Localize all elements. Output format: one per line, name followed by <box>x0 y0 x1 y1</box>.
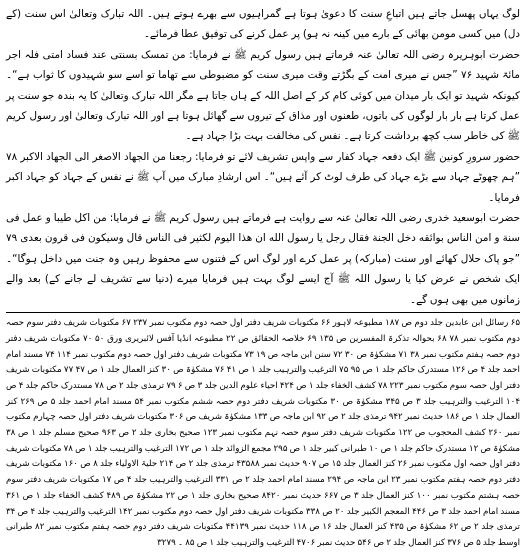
footnote-references: ۶۵ رسائل ابن عابدین جلد دوم ص ۱۸۷ مطبوعہ لاہور ۶۶ مکتوبات شریف دفتر اول حصہ دوم مکتوب نمبر ۲۳۷ ۶۷ مکتوبات شریف دفتر سوم حصہ دوم مکتوب نمبر ۷۸ ۶۸ بحوالہ تذکرۃ المفسرین ص ۱۳۵ ۶۹ خلاصہ الحقائق ص ۲۲ مطبوعہ انڈیا آفس لائبریری ورق ۵۰ ۷۰ مکتوبات شریف دفتر دوم حصہ ہفتم مکتوب نمبر ۳۸ ۷۱ مشکوٰۃ ص ۳۰ ۷۲ سنن ابن ماجہ ص ۱۹ ۷۳ مکتوبات شریف دفتر اول حصہ دوم مکتوب نمبر ۱۱۴ ۷۴ مسند امام احمد جلد ۴ ص ۱۲۶ مستدرک حاکم جلد ۱ ص ۹۵ ۷۵ الترغیب والترہیب جلد ۱ ص ۴۱ ۷۶ مشکوٰۃ ص ۳۰ کنز العمال جلد ۱ ص ۴۷ ۷۷ مکتوبات شریف دفتر اول حصہ سوم مکتوب نمبر ۲۲۳ ۷۸ کشف الخفاء جلد ۱ ص ۴۲۴ احیاء علوم الدین جلد ۳ ص ۶ ۷۹ ترمذی جلد ۲ ص ۷۸ مستدرک حاکم جلد ۴ ص ۱۰۴ الترغیب والترہیب جلد ۳ ص ۳۴۵ مشکوٰۃ ص ۳۰ مکتوبات شریف دفتر دوم حصہ ششم مکتوب نمبر ۵۴ مسند امام احمد جلد ۵ ص ۲۶۹ کنز العمال جلد ۱ ص ۱۸۶ حدیث نمبر ۹۴۲ ترمذی جلد ۲ ص ۹۲ ابن ماجہ ص ۱۳۳ مشکوٰۃ شریف ص ۳۰۶ مکتوبات شریف دفتر اول حصہ چہارم مکتوب نمبر ۲۶۰ کشف المحجوب ص ۱۲۲ مکتوبات شریف دفتر سوم حصہ نہم مکتوب نمبر ۱۲۳ صحیح بخاری جلد ۲ ص ۹۶۳ صحیح مسلم جلد ۱ ص ۳۸ مشکوٰۃ ص ۱۲ مستدرک حاکم جلد ۱ ص ۱۰ طبرانی کبیر جلد ۱ ص ۲۹۵ مجمع الزوائد جلد ۱ ص ۱۷۲ الترغیب والترہیب جلد ۱ ص ۷۸ مکتوبات شریف دفتر اول حصہ اول مکتوب نمبر ۲۶ کنز العمال جلد ۱۵ ص ۹۰۷ حدیث نمبر ۴۳۵۸۸ ترمذی جلد ۲ ص ۲۱۴ حلیۃ الاولیاء جلد ۸ ص ۱۶۰ مکتوبات شریف دفتر دوم حصہ ہفتم مکتوب نمبر ۲۳ ابن ماجہ ص ۲۹۴ مسند امام احمد جلد ۲ ص ۳۳۱ الترغیب والترہیب جلد ۴ ص ۱۷ مکتوبات شریف دفتر سوم حصہ ہشتم مکتوب نمبر ۱۰۰ کنز العمال جلد ۳ ص ۶۶۷ حدیث نمبر ۸۴۲۰ صحیح بخاری جلد ۱ ص ۲۲ مشکوٰۃ ص ۴۸۹ کشف الخفاء جلد ۱ ص ۳۶۱ مسند امام احمد جلد ۳ ص ۴۴۶ المعجم الکبیر جلد ۲۰ ص ۳۳۸ مکتوبات شریف دفتر اول حصہ دوم مکتوب نمبر ۱۴۲ الترغیب والترہیب جلد ۴ ص ۳۴ ترمذی جلد ۲ ص ۶۲ مشکوٰۃ ص ۴۳۵ کنز العمال جلد ۱۶ ص ۱۱۸ حدیث نمبر ۴۴۱۳۹ مکتوبات شریف دفتر دوم حصہ ہفتم مکتوب نمبر ۸۲ طبرانی اوسط جلد ۵ ص ۳۷۶ کنز العمال جلد ۲ ص ۵۴۶ حدیث نمبر ۴۷۰۶ الترغیب والترہیب جلد ۱ ص ۸۵ ۔ ۳۲۷۹ <box>6 318 521 548</box>
paragraph-hadith-abu-hurairah: حضرت ابوہریرہ رضی اللہ تعالیٰ عنہ فرماتے ہیں رسول کریم ﷺ نے فرمایا: من تمسک بسنتی عند فساد امتی فلہ اجر مائۃ شہید ۷۶ ”جس نے میری امت کے بگڑتے وقت میری سنت کو مضبوطی سے تھاما تو اسے سو شہیدوں کا ثواب ہے“۔ کیونکہ شہید تو ایک بار میدان میں کوئی کام کر کے اصل اللہ کے ہاں جاتا ہے مگر اللہ تبارک وتعالیٰ کا یہ بندہ جو سنت پر عمل کرتا ہے بار بار لوگوں کی باتوں، طعنوں اور مذاق کے تیروں سے گھائل ہوتا ہے اور اللہ تبارک وتعالیٰ اور رسول کریم ﷺ کی خاطر سب کچھ برداشت کرتا ہے۔ نفس کی مخالفت بہت بڑا جہاد ہے۔ <box>6 48 520 143</box>
paragraph-sunnah-intro: لوگ یہاں پھسل جاتے ہیں اتباعِ سنت کا دعویٰ ہوتا ہے گمراہیوں سے بھرے ہوتے ہیں۔ اللہ تبارک وتعالیٰ اس سنت (کے دل) میں کسی مومن بھائی کے بارے میں کینہ نہ ہو) پر عمل کرنے کی توفیق عطا فرمائے۔ <box>6 8 520 41</box>
footnote-divider <box>6 312 520 313</box>
paragraph-hadith-abu-saeed: حضرت ابوسعید خدری رضی اللہ تعالیٰ عنہ سے روایت ہے فرماتے ہیں رسول کریم ﷺ نے فرمایا: من اكل طيبا و عمل فى سنة و امن الناس بوائقه دخل الجنة فقال رجل يا رسول الله ان هذا اليوم لكثير فى الناس قال وسيكون فى قرون بعدى ۷۹ ”جو پاک حلال کھائے اور سنت (مبارکہ) پر عمل کرے اور لوگ اس کے فتنوں سے محفوظ رہیں وہ جنت میں داخل ہوگا“۔ ایک شخص نے عرض کیا یا رسول اللہ ﷺ آج ایسے لوگ بہت ہیں فرمایا میرے (دنیا سے تشریف لے جانے کے) بعد والے زمانوں میں بھی ہوں گے۔ <box>6 212 520 306</box>
paragraph-jihad-akbar: حضور سرورِ کونین ﷺ ایک دفعہ جہاد کفار سے واپس تشریف لائے تو فرمایا: رجعنا من الجهاد الاصغر الى الجهاد الاكبر ۷۸ ”ہم چھوٹے جہاد سے بڑے جہاد کی طرف لوٹ کر آئے ہیں“۔ اس ارشادِ مبارک میں آپ ﷺ نے نفس کے جہاد کو جہاد اکبر فرمایا۔ <box>6 150 520 204</box>
